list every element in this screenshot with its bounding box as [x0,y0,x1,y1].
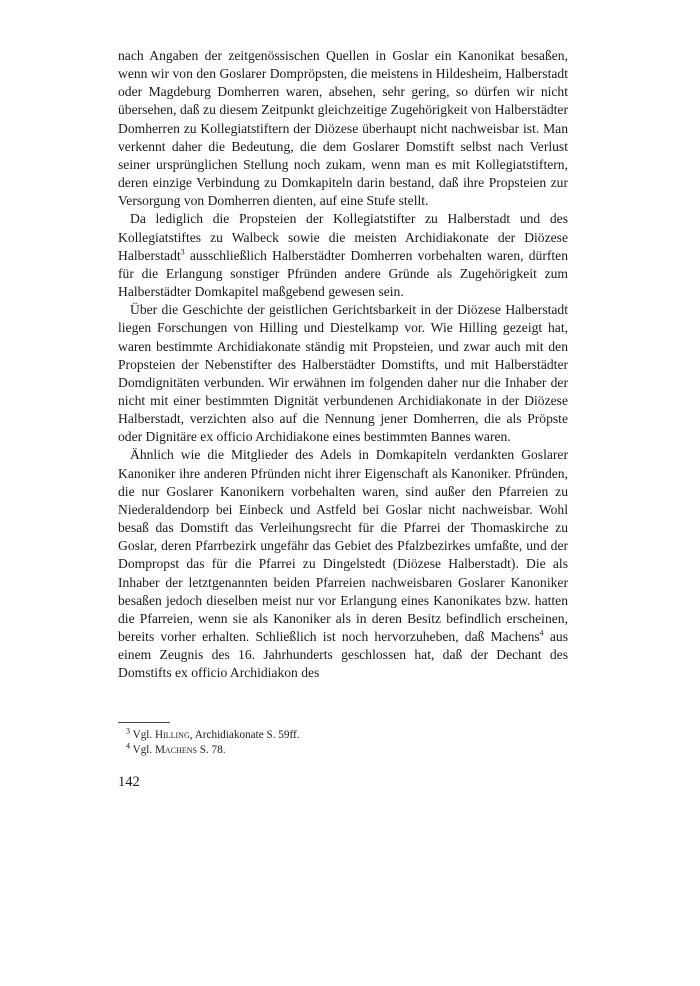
footnote [118,740,568,758]
main-text [118,47,568,682]
footnote [118,728,568,743]
paragraph: Über die Geschichte der geistlichen Gerichtsbarkeit in der Diözese Halberstadt liegen Forschungen von Hilling und Diestelkamp vor. Wie Hilling gezeigt hat, waren bestimmte Archidiakonate ständig mit Propsteien, und zwar auch mit den Propsteien der Nebenstifter des Halberstädter Domstifts, und mit Halberstädter Domdignitäten verbunden. Wir erwähnen im folgenden daher nur die Inhaber der nicht mit einer bestimmten Dignität verbundenen Archidiakonate in der Diözese Halberstadt, verzichten also auf die Nennung jener Domherren, die als Pröpste oder Dignitäre ex officio Archidiakone eines bestimmten Bannes waren. [118,302,568,445]
footnote-text: S. 78. [196,743,226,756]
paragraph-text: Ähnlich wie die Mitglieder des Adels in Domkapiteln verdankten Goslarer Kanoniker ihre anderen Pfründen nicht ihrer Eigenschaft als Kanoniker. Pfründen, die nur Goslarer Kanonikern vorbehalten waren, sind außer den Pfarreien zu Niederaldendorp bei Einbeck und Astfeld bei Goslar nicht nachweisbar. Wohl besaß das Domstift das Verleihungsrecht für die Pfarrei der Thomaskirche zu Goslar, deren Pfarrbezirk ungefähr das Gebiet des Pfalzbezirkes umfaßte, und der Dompropst das für die Pfarrei zu Dingelstedt (Diözese Halberstadt). Die als Inhaber der letztgenannten beiden Pfarreien nachweisbaren Goslarer Kanoniker besaßen jedoch dieselben meist nur vor Erlangung eines Kanonikates bzw. hatten die Pfarreien, wenn sie als Kanoniker als in deren Besitz befindlich erscheinen, bereits vorher erhalten. Schließlich ist noch hervorzuheben, daß Machens [118,447,568,644]
footnote-text: , Archidiakonate S. 59ff. [189,729,300,741]
footnote-marker: 3 [126,726,130,736]
page-number: 142 [118,774,140,790]
footnote-prefix: Vgl. [132,743,155,756]
footnote-marker: 4 [126,740,130,750]
paragraph [118,210,568,301]
footnote-author: Machens [154,743,197,756]
footnote-author: Hilling [154,729,190,741]
paragraph-text: ausschließlich Halberstädter Domherren vorbehalten waren, dürften für die Erlangung sonstiger Pfründen andere Gründe als Zugehörigkeit zum Halberstädter Domkapitel maßgebend gewesen sein. [118,247,568,300]
paragraph-text: Da lediglich die Propsteien der Kollegiatstifter zu Halberstadt und des Kollegiatstiftes zu Walbeck sowie die meisten Archidiakonate der Diözese Halberstadt [118,211,568,263]
paragraph: nach Angaben der zeitgenössischen Quellen in Goslar ein Kanonikat besaßen, wenn wir von den Goslarer Dompröpsten, die meistens in Hildesheim, Halberstadt oder Magdeburg Domherren waren, absehen, sehr gering, so dürfen wir nicht übersehen, daß zu diesem Zeitpunkt gleichzeitige Zugehörigkeit von Halberstädter Domherren zu Kollegiatstiftern der Diözese überhaupt nicht nachweisbar ist. Man verkennt daher die Bedeutung, die dem Goslarer Domstift selbst nach Verlust seiner ursprünglichen Stellung noch zukam, wenn man es mit Kollegiatstiftern, deren einzige Verbindung zu Domkapiteln darin bestand, daß ihre Propsteien zur Versorgung von Domherren dienten, auf eine Stufe stellt. [118,48,568,209]
footnote-divider [118,722,170,723]
paragraph [118,446,568,682]
paragraph-text: aus einem Zeugnis des 16. Jahrhunderts geschlossen hat, daß der Dechant des Domstifts ex officio Archidiakon des [118,629,568,681]
footnote-marker: 3 [180,247,185,257]
footnotes [118,728,568,757]
footnote-prefix: Vgl. [132,729,155,741]
footnote-marker: 4 [539,628,544,638]
